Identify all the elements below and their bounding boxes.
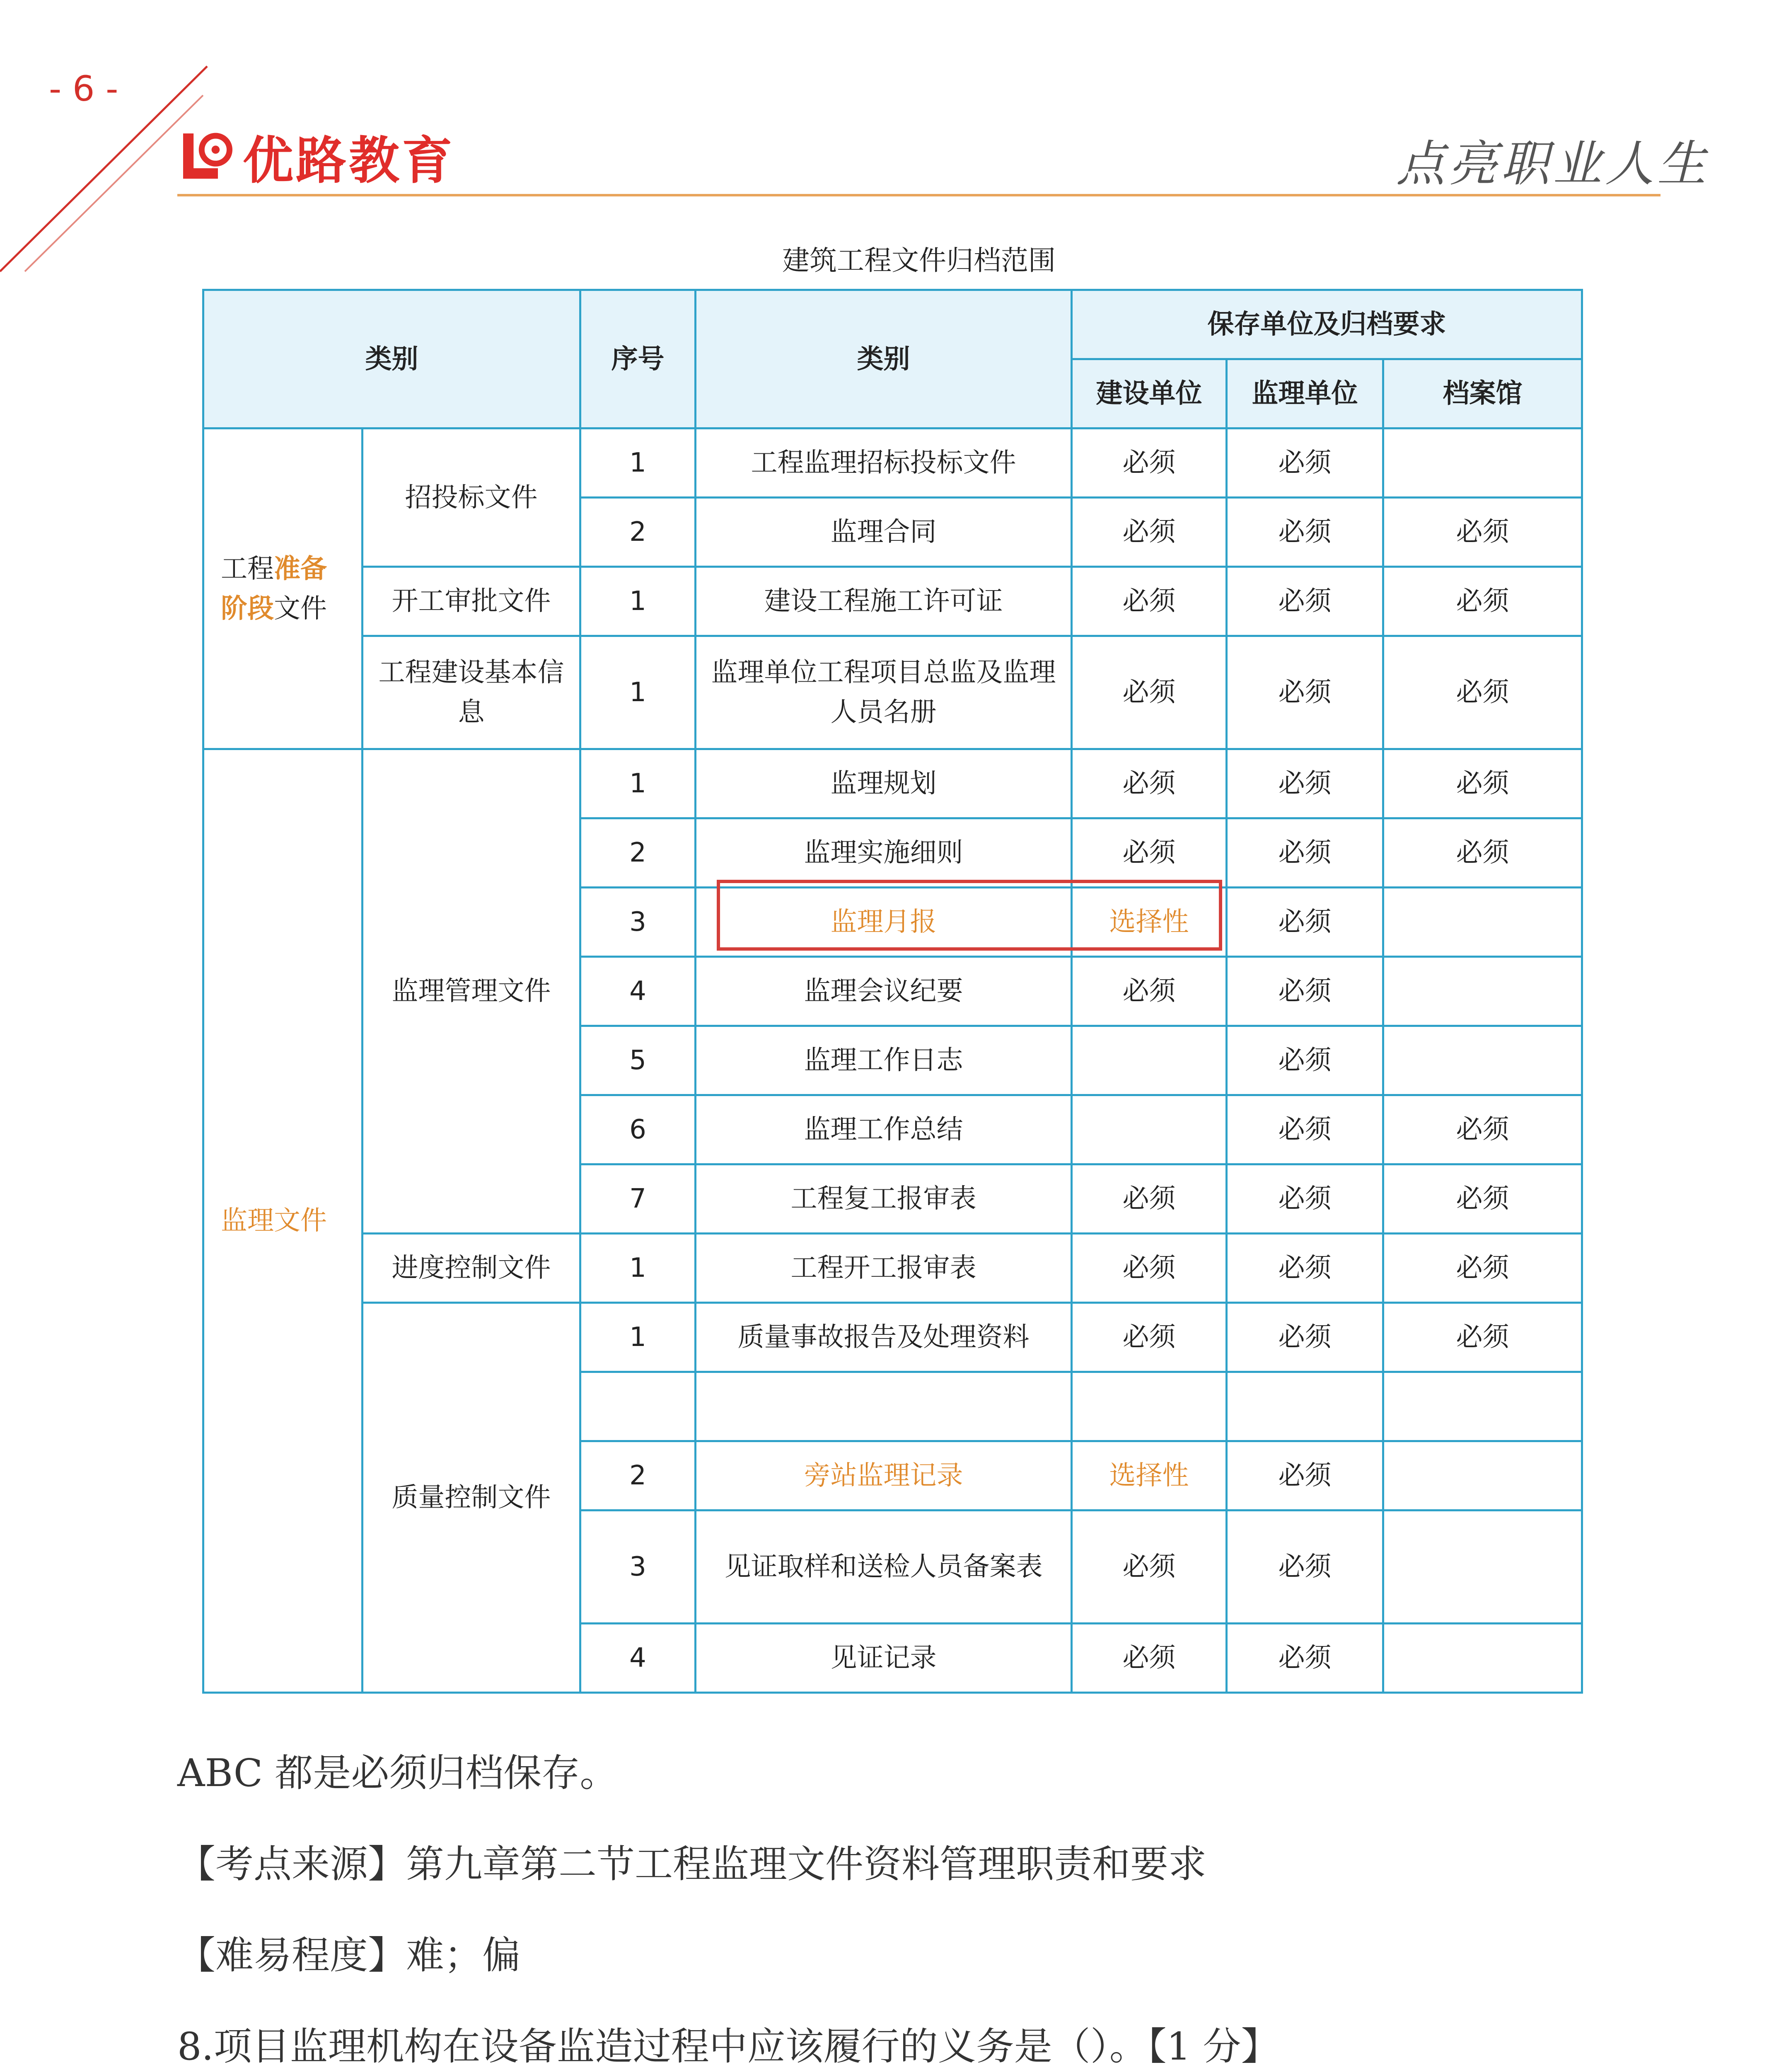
row-supervision: 必须 [1227, 749, 1383, 818]
row-name: 见证取样和送检人员备案表 [696, 1510, 1072, 1624]
row-supervision: 必须 [1227, 1164, 1383, 1234]
subcategory-start-approval: 开工审批文件 [363, 567, 580, 636]
subcategory-quality: 质量控制文件 [363, 1303, 580, 1693]
row-name: 监理合同 [696, 498, 1072, 567]
row-seq: 7 [580, 1164, 696, 1234]
row-supervision: 必须 [1227, 1303, 1383, 1372]
row-seq [580, 1372, 696, 1441]
table-title: 建筑工程文件归档范围 [782, 244, 1056, 276]
row-name: 监理会议纪要 [696, 957, 1072, 1026]
row-seq: 4 [580, 1624, 696, 1693]
row-supervision: 必须 [1227, 1095, 1383, 1164]
row-construction: 必须 [1072, 567, 1227, 636]
table-row [203, 567, 1582, 636]
row-name: 监理月报 [696, 888, 1072, 957]
row-supervision: 必须 [1227, 957, 1383, 1026]
row-construction: 必须 [1072, 749, 1227, 818]
table-row [203, 1234, 1582, 1303]
header-seq: 序号 [580, 290, 696, 428]
row-archives: 必须 [1383, 1164, 1582, 1234]
row-seq: 1 [580, 428, 696, 498]
row-seq: 1 [580, 1303, 696, 1372]
row-construction: 必须 [1072, 1510, 1227, 1624]
row-archives [1383, 1026, 1582, 1095]
row-name [696, 1372, 1072, 1441]
row-seq: 1 [580, 749, 696, 818]
row-seq: 3 [580, 1510, 696, 1624]
row-construction: 必须 [1072, 1164, 1227, 1234]
table-row [203, 636, 1582, 749]
brand-logo [177, 120, 455, 193]
row-archives [1383, 957, 1582, 1026]
row-seq: 2 [580, 1441, 696, 1510]
row-seq: 1 [580, 567, 696, 636]
row-seq: 5 [580, 1026, 696, 1095]
row-name: 监理工作总结 [696, 1095, 1072, 1164]
row-archives [1383, 1441, 1582, 1510]
row-archives [1383, 428, 1582, 498]
row-construction: 必须 [1072, 1234, 1227, 1303]
header-archives: 档案馆 [1383, 359, 1582, 428]
row-archives: 必须 [1383, 1095, 1582, 1164]
source-note: 【考点来源】第九章第二节工程监理文件资料管理职责和要求 [177, 1842, 1207, 1886]
row-seq: 3 [580, 888, 696, 957]
row-archives [1383, 1372, 1582, 1441]
answer-note: ABC 都是必须归档保存。 [177, 1751, 618, 1795]
row-name: 监理实施细则 [696, 818, 1072, 888]
row-name: 见证记录 [696, 1624, 1072, 1693]
table-row [203, 1303, 1582, 1372]
row-supervision: 必须 [1227, 1624, 1383, 1693]
row-archives [1383, 1624, 1582, 1693]
row-name: 监理单位工程项目总监及监理人员名册 [696, 636, 1072, 749]
row-supervision: 必须 [1227, 1234, 1383, 1303]
table-row [203, 428, 1582, 498]
section-prep-stage: 工程准备 阶段文件 [203, 428, 363, 749]
header-supervision-unit: 监理单位 [1227, 359, 1383, 428]
row-name: 工程监理招标投标文件 [696, 428, 1072, 498]
subcategory-progress: 进度控制文件 [363, 1234, 580, 1303]
row-construction: 选择性 [1072, 888, 1227, 957]
row-supervision: 必须 [1227, 567, 1383, 636]
row-name: 工程开工报审表 [696, 1234, 1072, 1303]
logo-text: 优路教育 [243, 131, 455, 190]
header-divider [177, 194, 1660, 196]
row-name: 质量事故报告及处理资料 [696, 1303, 1072, 1372]
row-construction: 必须 [1072, 1303, 1227, 1372]
row-construction: 必须 [1072, 428, 1227, 498]
subcategory-bidding: 招投标文件 [363, 428, 580, 567]
row-construction: 必须 [1072, 498, 1227, 567]
row-archives: 必须 [1383, 1234, 1582, 1303]
row-archives [1383, 888, 1582, 957]
header-storage-group: 保存单位及归档要求 [1072, 290, 1582, 359]
table-header-row [203, 290, 1582, 359]
section-supervision-files: 监理文件 [203, 749, 363, 1693]
slogan: 点亮职业人生 [1396, 135, 1710, 192]
row-archives: 必须 [1383, 567, 1582, 636]
row-seq: 1 [580, 636, 696, 749]
row-archives: 必须 [1383, 749, 1582, 818]
logo-mark-icon [177, 128, 235, 186]
row-supervision: 必须 [1227, 1510, 1383, 1624]
row-name: 建设工程施工许可证 [696, 567, 1072, 636]
question-8: 8.项目监理机构在设备监造过程中应该履行的义务是（）。【1 分】 [177, 2024, 1279, 2069]
row-construction: 必须 [1072, 1624, 1227, 1693]
row-seq: 2 [580, 498, 696, 567]
row-seq: 4 [580, 957, 696, 1026]
row-supervision: 必须 [1227, 1441, 1383, 1510]
row-construction [1072, 1372, 1227, 1441]
header-item-category: 类别 [696, 290, 1072, 428]
row-seq: 2 [580, 818, 696, 888]
row-archives: 必须 [1383, 636, 1582, 749]
row-construction: 必须 [1072, 818, 1227, 888]
subcategory-management: 监理管理文件 [363, 749, 580, 1234]
row-supervision: 必须 [1227, 1026, 1383, 1095]
row-archives [1383, 1510, 1582, 1624]
header-category: 类别 [203, 290, 580, 428]
row-archives: 必须 [1383, 1303, 1582, 1372]
row-supervision: 必须 [1227, 428, 1383, 498]
archive-scope-table [202, 289, 1583, 1694]
row-name: 旁站监理记录 [696, 1441, 1072, 1510]
row-supervision: 必须 [1227, 498, 1383, 567]
row-construction: 必须 [1072, 957, 1227, 1026]
row-construction [1072, 1095, 1227, 1164]
row-construction: 必须 [1072, 636, 1227, 749]
row-seq: 1 [580, 1234, 696, 1303]
row-name: 监理规划 [696, 749, 1072, 818]
row-name: 监理工作日志 [696, 1026, 1072, 1095]
subcategory-basic-info: 工程建设基本信息 [363, 636, 580, 749]
corner-page-number: - 6 - [49, 68, 118, 109]
row-supervision [1227, 1372, 1383, 1441]
row-construction [1072, 1026, 1227, 1095]
row-archives: 必须 [1383, 498, 1582, 567]
row-archives: 必须 [1383, 818, 1582, 888]
header-construction-unit: 建设单位 [1072, 359, 1227, 428]
row-supervision: 必须 [1227, 636, 1383, 749]
highlight-box [717, 880, 1222, 951]
difficulty-note: 【难易程度】难；偏 [177, 1933, 521, 1978]
row-supervision: 必须 [1227, 818, 1383, 888]
row-name: 工程复工报审表 [696, 1164, 1072, 1234]
table-row [203, 749, 1582, 818]
row-construction: 选择性 [1072, 1441, 1227, 1510]
row-supervision: 必须 [1227, 888, 1383, 957]
row-seq: 6 [580, 1095, 696, 1164]
